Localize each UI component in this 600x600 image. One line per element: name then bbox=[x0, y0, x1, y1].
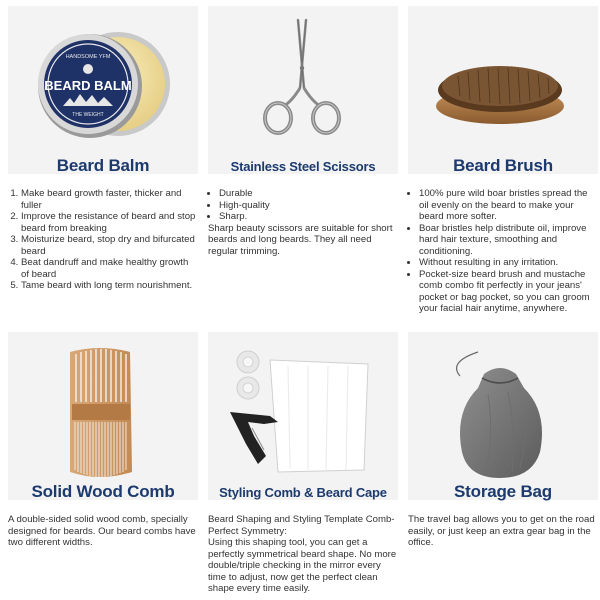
styling-cape-title: Styling Comb & Beard Cape bbox=[219, 485, 387, 500]
beard-balm-title: Beard Balm bbox=[56, 156, 150, 175]
styling-cape-image bbox=[208, 332, 398, 500]
list-item: • Boar bristles help distribute oil, improve hard hair texture, smoothing and conditioning. bbox=[419, 223, 598, 258]
storage-bag-title: Storage Bag bbox=[454, 482, 552, 501]
wood-comb-title: Solid Wood Comb bbox=[31, 482, 175, 501]
wood-comb-description bbox=[8, 514, 198, 549]
balm-bottom-text: THE WEIGHT bbox=[72, 112, 104, 118]
list-item: 2. Improve the resistance of beard and stop beard from breaking bbox=[21, 211, 198, 234]
list-item: • Pocket-size beard brush and mustache comb combo fit perfectly in your jeans' pocket or bag pocket, so you can groom your facial hair anytime, anywhere. bbox=[419, 269, 598, 315]
list-item: • Sharp. bbox=[219, 211, 398, 223]
storage-bag-text: The travel bag allows you to get on the road easily, or just keep an extra gear bag in the office. bbox=[408, 514, 595, 548]
list-item: • 100% pure wild boar bristles spread the oil evenly on the beard to make your beard more softer. bbox=[419, 188, 598, 223]
wood-comb-image bbox=[8, 332, 198, 500]
scissors-title: Stainless Steel Scissors bbox=[230, 159, 376, 174]
list-item: 3. Moisturize beard, stop dry and bifurcated beard bbox=[21, 234, 198, 257]
beard-balm-description bbox=[8, 188, 198, 292]
list-item: • High-quality bbox=[219, 200, 398, 212]
beard-brush-description bbox=[408, 188, 598, 315]
storage-bag-description bbox=[408, 514, 598, 549]
list-item: 4. Beat dandruff and make healthy growth of beard bbox=[21, 257, 198, 280]
styling-cape-description bbox=[208, 514, 398, 595]
balm-brand-text: HANDSOME YFM bbox=[65, 54, 111, 60]
scissors-description bbox=[208, 188, 398, 257]
wood-comb-text: A double-sided solid wood comb, specially designed for beards. Our beard combs have two different widths. bbox=[8, 514, 196, 548]
list-item: 5. Tame beard with long term nourishment. bbox=[21, 280, 198, 292]
scissors-image bbox=[208, 6, 398, 174]
beard-brush-image bbox=[408, 6, 598, 174]
beard-balm-image bbox=[8, 6, 198, 174]
styling-cape-text-1: Beard Shaping and Styling Template Comb- Perfect Symmetry: bbox=[208, 514, 395, 537]
storage-bag-image bbox=[408, 332, 598, 500]
styling-cape-text-2: Using this shaping tool, you can get a perfectly symmetrical beard shape. No more double/triple checking in the mirror every time to adjust, now get the perfect clean shape every time easily. bbox=[208, 537, 397, 594]
scissors-text: Sharp beauty scissors are suitable for short beards and long beards. They all need regular trimming. bbox=[208, 222, 393, 257]
balm-tin-label: BEARD BALM bbox=[44, 78, 132, 93]
beard-brush-title: Beard Brush bbox=[453, 156, 553, 175]
list-item: • Without resulting in any irritation. bbox=[419, 257, 598, 269]
list-item: 1. Make beard growth faster, thicker and fuller bbox=[21, 188, 198, 211]
list-item: • Durable bbox=[219, 188, 398, 200]
